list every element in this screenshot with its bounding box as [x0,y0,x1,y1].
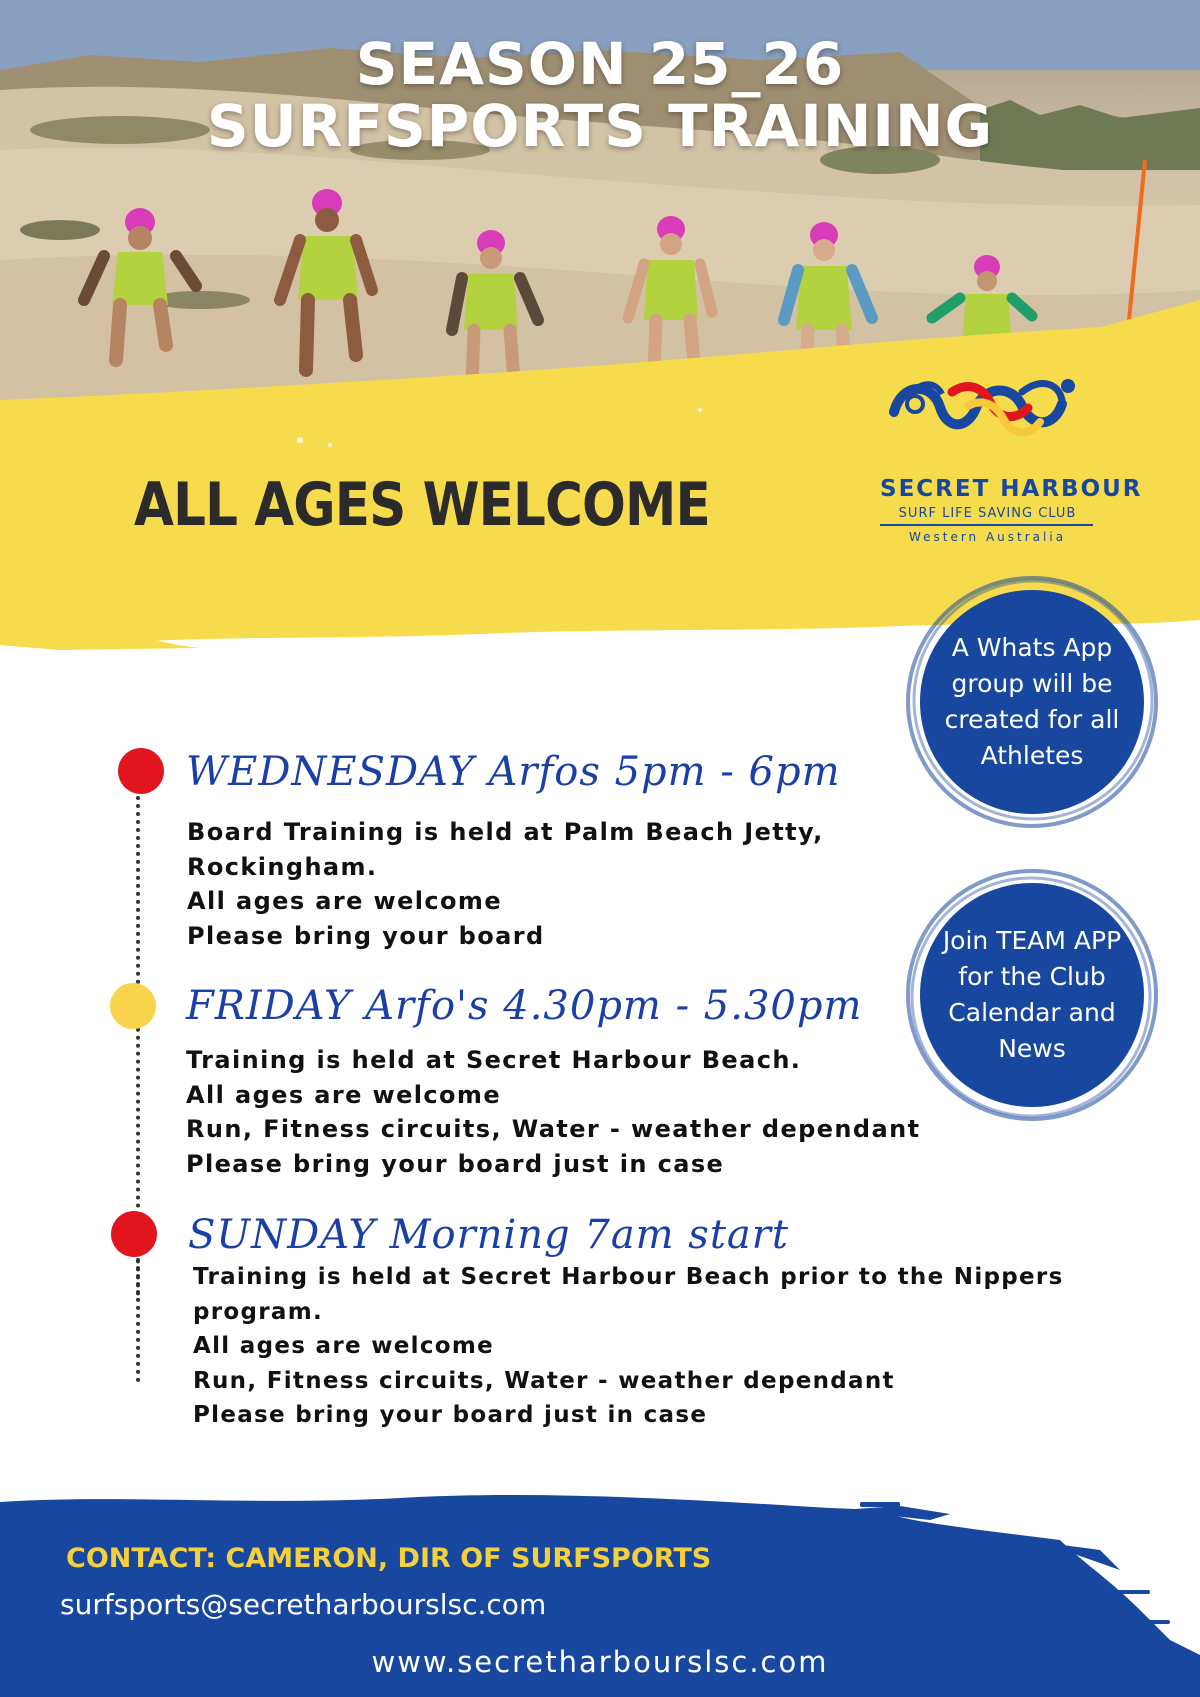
detail-line: Please bring your board just in case [193,1402,708,1428]
whatsapp-info-circle [902,572,1162,832]
club-location: Western Australia [908,530,1067,544]
detail-line: Board Training is held at Palm Beach Jetty, [187,818,824,846]
detail-line: Run, Fitness circuits, Water - weather dependant [186,1115,921,1143]
detail-line: Run, Fitness circuits, Water - weather dependant [193,1367,895,1394]
teamapp-note: Join TEAM APP for the Club Calendar and News [942,926,1122,1063]
wednesday-details [187,815,824,953]
detail-line: program. [193,1298,324,1325]
detail-line: Please bring your board [187,921,545,950]
club-subtitle: SURF LIFE SAVING CLUB [898,506,1077,521]
detail-line: Training is held at Secret Harbour Beach prior to the Nippers [193,1264,1064,1290]
detail-line: All ages are welcome [193,1333,495,1359]
whatsapp-note: A Whats App group will be created for all Athletes [944,633,1120,770]
timeline-dot [118,748,164,794]
title-line-1: SEASON 25_26 [355,30,845,98]
timeline-dot [110,983,156,1029]
title-line-2: SURFSPORTS TRAINING [206,92,994,160]
website-link[interactable]: www.secretharbourslsc.com [371,1645,829,1679]
detail-line: Please bring your board just in case [186,1149,725,1178]
contact-email-link[interactable]: surfsports@secretharbourslsc.com [60,1588,547,1621]
logo-divider [880,524,1093,526]
teamapp-info-circle [902,865,1162,1125]
detail-line: Rockingham. [187,852,378,881]
friday-details [186,1043,920,1181]
club-name: SECRET HARBOUR [880,476,1143,502]
all-ages-welcome-heading: ALL AGES WELCOME [134,470,710,540]
timeline-dot [111,1211,157,1257]
detail-line: All ages are welcome [187,887,503,915]
wednesday-heading: WEDNESDAY Arfos 5pm - 6pm [186,749,841,795]
contact-label: CONTACT: CAMERON, DIR OF SURFSPORTS [66,1543,712,1574]
timeline-dotted-line [136,1242,140,1382]
sunday-heading: SUNDAY Morning 7am start [188,1212,789,1258]
sunday-details [193,1260,1064,1433]
detail-line: All ages are welcome [186,1080,502,1109]
detail-line: Training is held at Secret Harbour Beach. [186,1046,802,1074]
friday-heading: FRIDAY Arfo's 4.30pm - 5.30pm [186,983,863,1029]
